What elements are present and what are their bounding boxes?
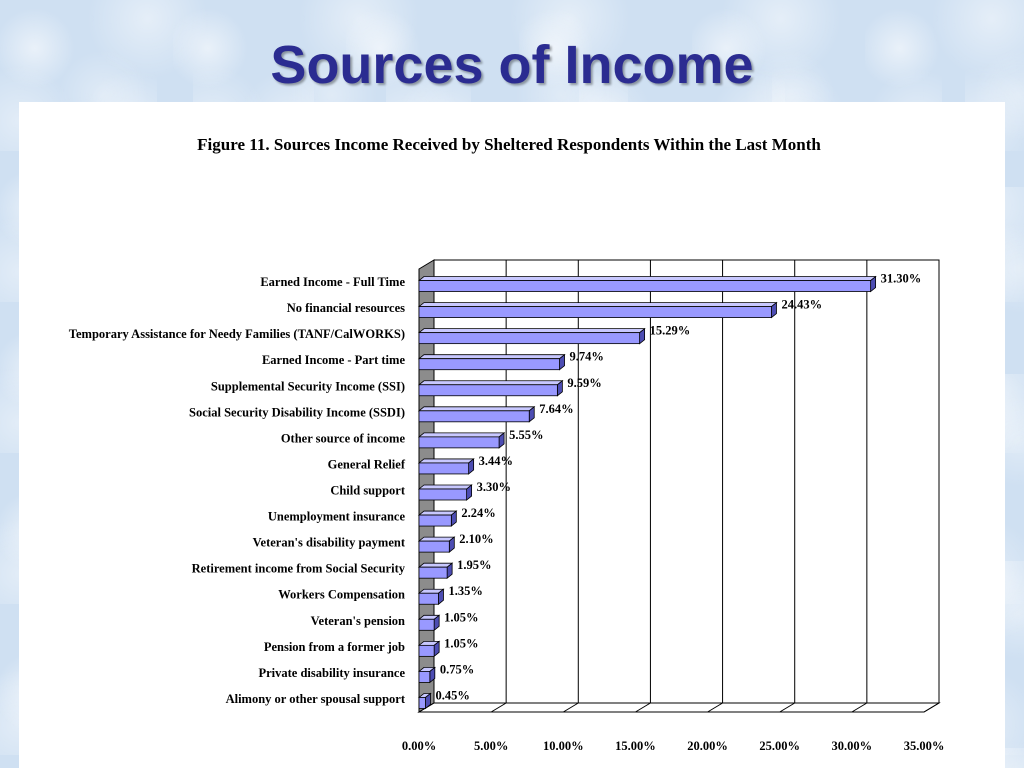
value-label: 0.75% [439, 662, 475, 677]
bar [419, 355, 565, 370]
bar [419, 407, 534, 422]
slide-title: Sources of Income [270, 35, 754, 95]
bar-front [419, 567, 447, 578]
x-tick-label: 30.00% [831, 739, 873, 753]
chart-title: Figure 11. Sources Income Received by Sheltered Respondents Within the Last Month [197, 135, 821, 154]
bar-top [419, 277, 876, 281]
bar-front [419, 333, 640, 344]
bar [419, 277, 876, 292]
bar-chart [19, 102, 1005, 768]
bar [419, 433, 504, 448]
bar-top [419, 303, 776, 307]
bar-top [419, 537, 454, 541]
bar-front [419, 541, 449, 552]
category-label: Veteran's disability payment [252, 535, 405, 550]
bar-top [419, 329, 645, 333]
bar [419, 537, 454, 552]
x-tick-label: 25.00% [759, 739, 801, 753]
value-label: 9.74% [569, 349, 604, 364]
value-label: 0.45% [435, 688, 470, 703]
category-label: Alimony or other spousal support [225, 691, 405, 706]
category-labels [69, 275, 406, 706]
bar [419, 329, 645, 344]
category-label: Temporary Assistance for Needy Families (TANF/CalWORKS) [68, 327, 405, 342]
value-label: 3.44% [478, 453, 514, 468]
bar-front [419, 671, 430, 682]
bar-top [419, 381, 562, 385]
category-label: Unemployment insurance [267, 509, 405, 524]
bar [419, 511, 456, 526]
bar [419, 381, 562, 396]
category-label: Retirement income from Social Security [191, 561, 405, 576]
x-tick-label: 35.00% [903, 739, 945, 753]
bar-top [419, 485, 472, 489]
bar-front [419, 307, 771, 318]
x-tick-label: 0.00% [401, 739, 437, 753]
bar [419, 641, 439, 656]
value-label: 1.05% [444, 636, 479, 651]
bar-front [419, 593, 438, 604]
bar [419, 589, 443, 604]
chart-panel [19, 102, 1005, 768]
x-tick-label: 5.00% [473, 739, 509, 753]
x-tick-label: 10.00% [542, 739, 584, 753]
value-label: 2.10% [459, 532, 494, 547]
bar-front [419, 437, 499, 448]
bar [419, 485, 472, 500]
bar-front [419, 619, 434, 630]
bar-top [419, 355, 565, 359]
value-label: 15.29% [649, 323, 691, 338]
value-label: 3.30% [476, 480, 511, 494]
bar [419, 303, 776, 318]
bar-front [419, 515, 451, 526]
category-label: Pension from a former job [263, 639, 405, 654]
value-label: 1.95% [457, 558, 492, 573]
value-label: 1.35% [448, 584, 483, 599]
category-label: Earned Income - Part time [261, 353, 405, 368]
bar-top [419, 459, 474, 463]
value-label: 24.43% [781, 297, 823, 312]
bar-front [419, 281, 871, 292]
bar-front [419, 385, 557, 396]
category-label: Supplemental Security Income (SSI) [210, 379, 405, 394]
bar [419, 459, 474, 474]
value-label: 5.55% [509, 427, 544, 442]
bar-top [419, 511, 456, 515]
category-label: Social Security Disability Income (SSDI) [189, 405, 405, 420]
category-label: Other source of income [280, 431, 405, 446]
category-label: General Relief [327, 457, 405, 472]
bar [419, 693, 430, 708]
value-label: 1.05% [444, 610, 479, 625]
bar-front [419, 411, 529, 422]
category-label: No financial resources [286, 301, 405, 316]
x-tick-label: 20.00% [687, 739, 728, 753]
category-label: Workers Compensation [278, 587, 405, 602]
bar-top [419, 563, 452, 567]
bar-front [419, 359, 560, 370]
bar-front [419, 489, 467, 500]
bar-top [419, 433, 504, 437]
category-label: Veteran's pension [310, 613, 405, 628]
value-label: 7.64% [539, 401, 574, 416]
category-label: Child support [330, 483, 405, 498]
bar-front [419, 463, 469, 474]
value-label: 9.59% [567, 375, 602, 390]
x-tick-labels [402, 739, 945, 753]
category-label: Earned Income - Full Time [260, 275, 405, 290]
bar-front [419, 697, 425, 708]
value-label: 2.24% [461, 506, 496, 521]
x-tick-label: 15.00% [615, 739, 656, 753]
category-label: Private disability insurance [258, 665, 405, 680]
value-label: 31.30% [880, 271, 922, 286]
bar-top [419, 407, 534, 411]
bar [419, 667, 435, 682]
plot-floor [419, 703, 939, 712]
bar-front [419, 645, 434, 656]
bar [419, 563, 452, 578]
bar [419, 615, 439, 630]
